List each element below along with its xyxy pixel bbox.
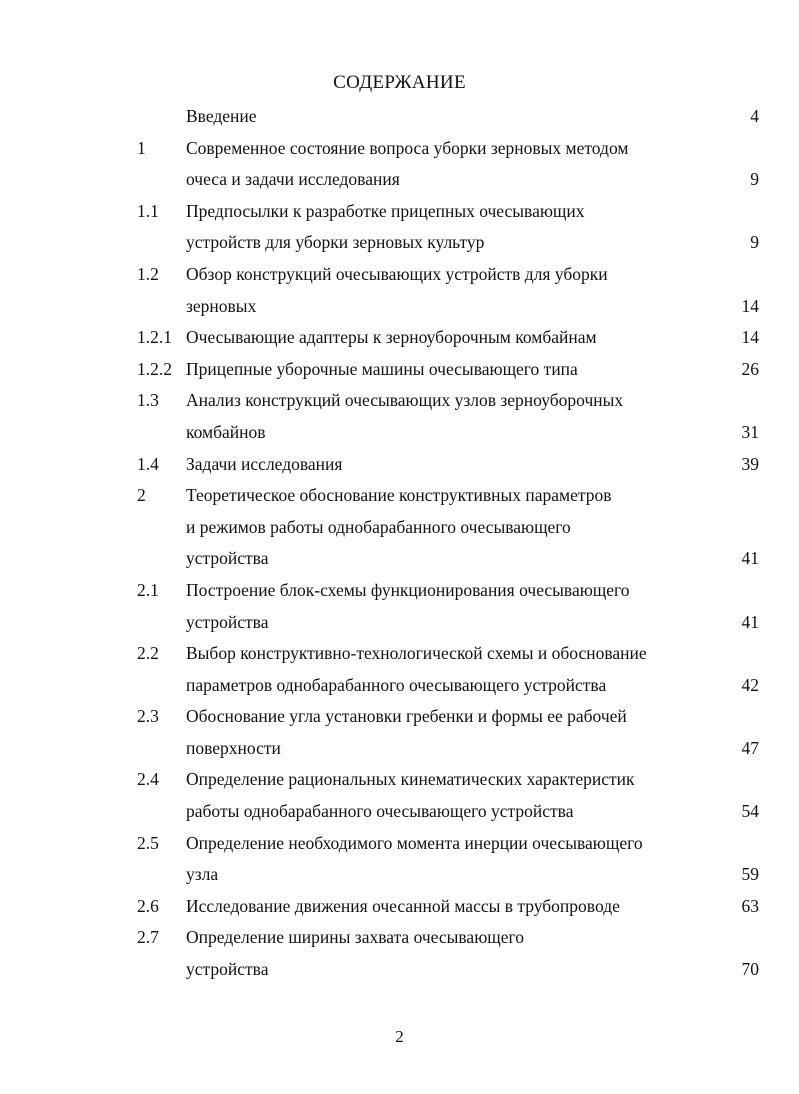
toc-entry-number: 1.3	[137, 390, 159, 411]
toc-entry-text: зерновых	[186, 295, 257, 316]
toc-line	[0, 701, 799, 733]
toc-entry-page: 41	[741, 548, 759, 569]
toc-line	[0, 417, 799, 449]
toc-entry-number: 2.6	[137, 895, 159, 916]
toc-entry-page: 31	[741, 421, 759, 442]
toc-entry-number: 1.2.1	[137, 327, 172, 348]
toc-entry-number: 2.1	[137, 579, 159, 600]
toc-line	[0, 196, 799, 228]
toc-entry-page: 63	[741, 895, 759, 916]
toc-entry-page: 54	[741, 801, 759, 822]
toc-entry-page: 47	[741, 737, 759, 758]
toc-entry-page: 9	[750, 169, 759, 190]
toc-line	[0, 133, 799, 165]
toc-entry-page: 14	[741, 327, 759, 348]
toc-entry-text: комбайнов	[186, 421, 266, 442]
toc-entry-text: поверхности	[186, 737, 281, 758]
toc-entry-number: 2.7	[137, 927, 159, 948]
toc-entry-number: 1	[137, 137, 146, 158]
toc-entry-page: 39	[741, 453, 759, 474]
toc-line	[0, 891, 799, 923]
toc-line	[0, 670, 799, 702]
toc-entry-page: 70	[741, 959, 759, 980]
toc-line	[0, 291, 799, 323]
toc-entry-text: Определение ширины захвата очесывающего	[186, 927, 525, 948]
toc-entry-text: Прицепные уборочные машины очесывающего типа	[186, 358, 578, 379]
toc-line	[0, 638, 799, 670]
toc-line	[0, 922, 799, 954]
toc-entry-text: Обоснование угла установки гребенки и формы ее рабочей	[186, 706, 627, 727]
toc-entry-text: очеса и задачи исследования	[186, 169, 400, 190]
toc-line	[0, 164, 799, 196]
toc-entry-text: и режимов работы однобарабанного очесывающего	[186, 516, 571, 537]
toc-line	[0, 449, 799, 481]
toc-entry-page: 9	[750, 232, 759, 253]
toc-entry-number: 1.2	[137, 263, 159, 284]
toc-entry-text: Теоретическое обоснование конструктивных параметров	[186, 485, 612, 506]
toc-entry-text: работы однобарабанного очесывающего устройства	[186, 801, 574, 822]
toc-entry-page: 41	[741, 611, 759, 632]
toc-line	[0, 512, 799, 544]
toc-entry-number: 2.5	[137, 832, 159, 853]
toc-entry-text: Очесывающие адаптеры к зерноуборочным комбайнам	[186, 327, 597, 348]
toc-line	[0, 796, 799, 828]
toc-title: СОДЕРЖАНИЕ	[333, 72, 466, 93]
toc-entry-number: 1.4	[137, 453, 159, 474]
toc-entry-text: Выбор конструктивно-технологической схемы и обоснование	[186, 643, 647, 664]
toc-line	[0, 227, 799, 259]
toc-entry-text: Определение рациональных кинематических характеристик	[186, 769, 635, 790]
toc-entry-number: 1.2.2	[137, 358, 172, 379]
toc-line	[0, 322, 799, 354]
toc-entry-text: Определение необходимого момента инерции очесывающего	[186, 832, 643, 853]
toc-entry-page: 4	[750, 106, 759, 126]
toc-entry-text: параметров однобарабанного очесывающего устройства	[186, 674, 607, 695]
toc-line	[0, 733, 799, 765]
toc-line	[0, 259, 799, 291]
toc-line	[0, 954, 799, 986]
toc-line	[0, 385, 799, 417]
toc-entry-page: 14	[741, 295, 759, 316]
table-of-contents	[0, 101, 799, 986]
toc-entry-text: Обзор конструкций очесывающих устройств для уборки	[186, 263, 608, 284]
toc-line	[0, 543, 799, 575]
toc-entry-number: 2.2	[137, 643, 159, 664]
toc-line	[0, 575, 799, 607]
toc-entry-text: узла	[186, 864, 219, 885]
toc-entry-number: 2.3	[137, 706, 159, 727]
toc-entry-text: Задачи исследования	[186, 453, 343, 474]
toc-entry-number: 2.4	[137, 769, 159, 790]
toc-entry-text: Введение	[186, 106, 257, 126]
toc-entry-text: устройства	[186, 548, 269, 569]
toc-entry-text: устройств для уборки зерновых культур	[186, 232, 485, 253]
toc-entry-page: 26	[741, 358, 759, 379]
toc-line	[0, 480, 799, 512]
toc-entry-text: устройства	[186, 959, 269, 980]
toc-line	[0, 607, 799, 639]
toc-entry-page: 42	[741, 674, 759, 695]
toc-entry-page: 59	[741, 864, 759, 885]
toc-entry-text: устройства	[186, 611, 269, 632]
toc-entry-text: Исследование движения очесанной массы в трубопроводе	[186, 895, 620, 916]
toc-entry-number: 1.1	[137, 200, 159, 221]
toc-line	[0, 354, 799, 386]
toc-entry-number: 2	[137, 485, 146, 506]
toc-entry-text: Построение блок-схемы функционирования очесывающего	[186, 579, 630, 600]
toc-entry-text: Анализ конструкций очесывающих узлов зерноуборочных	[186, 390, 624, 411]
toc-line	[0, 764, 799, 796]
toc-line	[0, 828, 799, 860]
toc-entry-text: Предпосылки к разработке прицепных очесывающих	[186, 200, 585, 221]
toc-entry-text: Современное состояние вопроса уборки зерновых методом	[186, 137, 629, 158]
page-number: 2	[395, 1027, 404, 1046]
toc-line	[0, 859, 799, 891]
toc-line	[0, 101, 799, 133]
